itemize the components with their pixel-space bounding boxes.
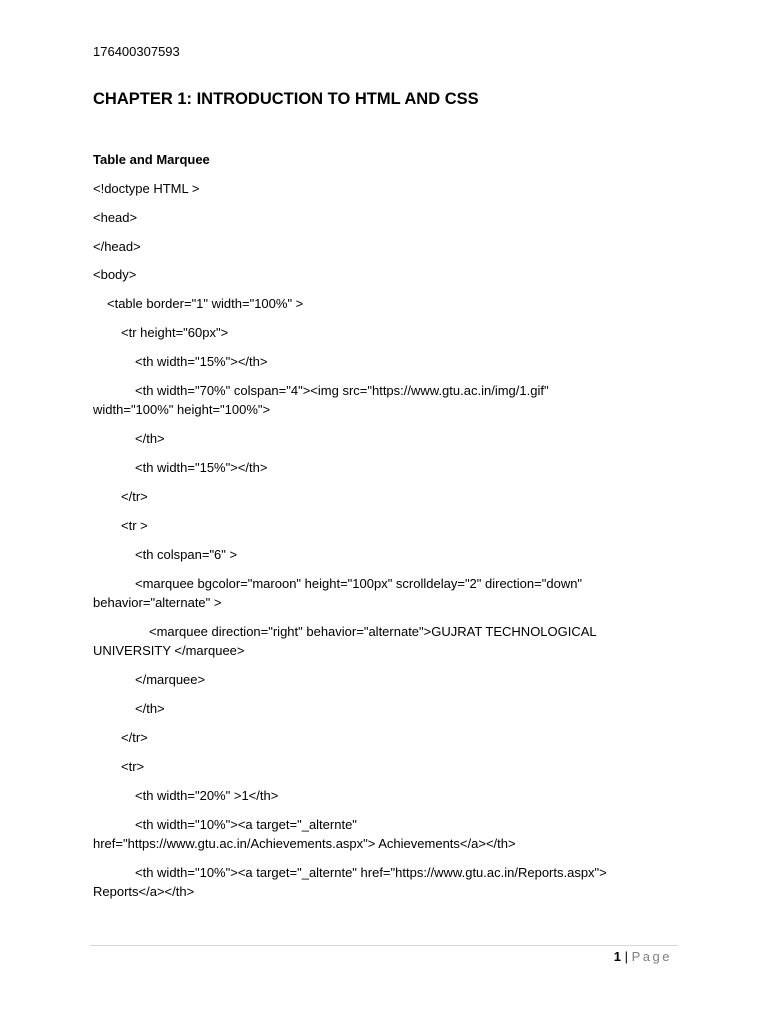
footer-separator: | bbox=[624, 949, 628, 964]
code-line: <head> bbox=[93, 210, 138, 225]
chapter-title: CHAPTER 1: INTRODUCTION TO HTML AND CSS bbox=[93, 90, 479, 108]
code-line: href="https://www.gtu.ac.in/Achievements.aspx"> Achievements</a></th> bbox=[93, 836, 516, 851]
code-line: </marquee> bbox=[135, 672, 206, 687]
code-line: <!doctype HTML > bbox=[93, 181, 200, 196]
section-title: Table and Marquee bbox=[93, 152, 210, 167]
code-line: </head> bbox=[93, 239, 141, 254]
code-line: behavior="alternate" > bbox=[93, 595, 222, 610]
footer-divider bbox=[90, 945, 678, 946]
code-line: <marquee direction="right" behavior="alternate">GUJRAT TECHNOLOGICAL bbox=[149, 624, 597, 639]
code-line: <th width="10%"><a target="_alternte" bbox=[135, 817, 357, 832]
code-line: width="100%" height="100%"> bbox=[93, 402, 271, 417]
code-line: <tr height="60px"> bbox=[121, 325, 229, 340]
document-id: 176400307593 bbox=[93, 44, 180, 59]
code-line: <table border="1" width="100%" > bbox=[107, 296, 304, 311]
code-line: UNIVERSITY </marquee> bbox=[93, 643, 245, 658]
code-line: <th width="70%" colspan="4"><img src="https://www.gtu.ac.in/img/1.gif" bbox=[135, 383, 549, 398]
code-line: <th width="10%"><a target="_alternte" href="https://www.gtu.ac.in/Reports.aspx"> bbox=[135, 865, 607, 880]
code-line: <body> bbox=[93, 267, 137, 282]
code-line: <th colspan="6" > bbox=[135, 547, 238, 562]
code-line: <th width="20%" >1</th> bbox=[135, 788, 279, 803]
code-line: </th> bbox=[135, 701, 165, 716]
code-line: </tr> bbox=[121, 489, 148, 504]
code-line: </tr> bbox=[121, 730, 148, 745]
code-line: Reports</a></th> bbox=[93, 884, 195, 899]
code-line: <marquee bgcolor="maroon" height="100px" scrolldelay="2" direction="down" bbox=[135, 576, 583, 591]
code-line: <tr > bbox=[121, 518, 148, 533]
page-number: 1 bbox=[613, 949, 621, 964]
code-line: <tr> bbox=[121, 759, 145, 774]
page-label: Page bbox=[631, 949, 672, 964]
code-line: <th width="15%"></th> bbox=[135, 354, 268, 369]
page-footer bbox=[614, 947, 672, 966]
code-line: </th> bbox=[135, 431, 165, 446]
code-line: <th width="15%"></th> bbox=[135, 460, 268, 475]
